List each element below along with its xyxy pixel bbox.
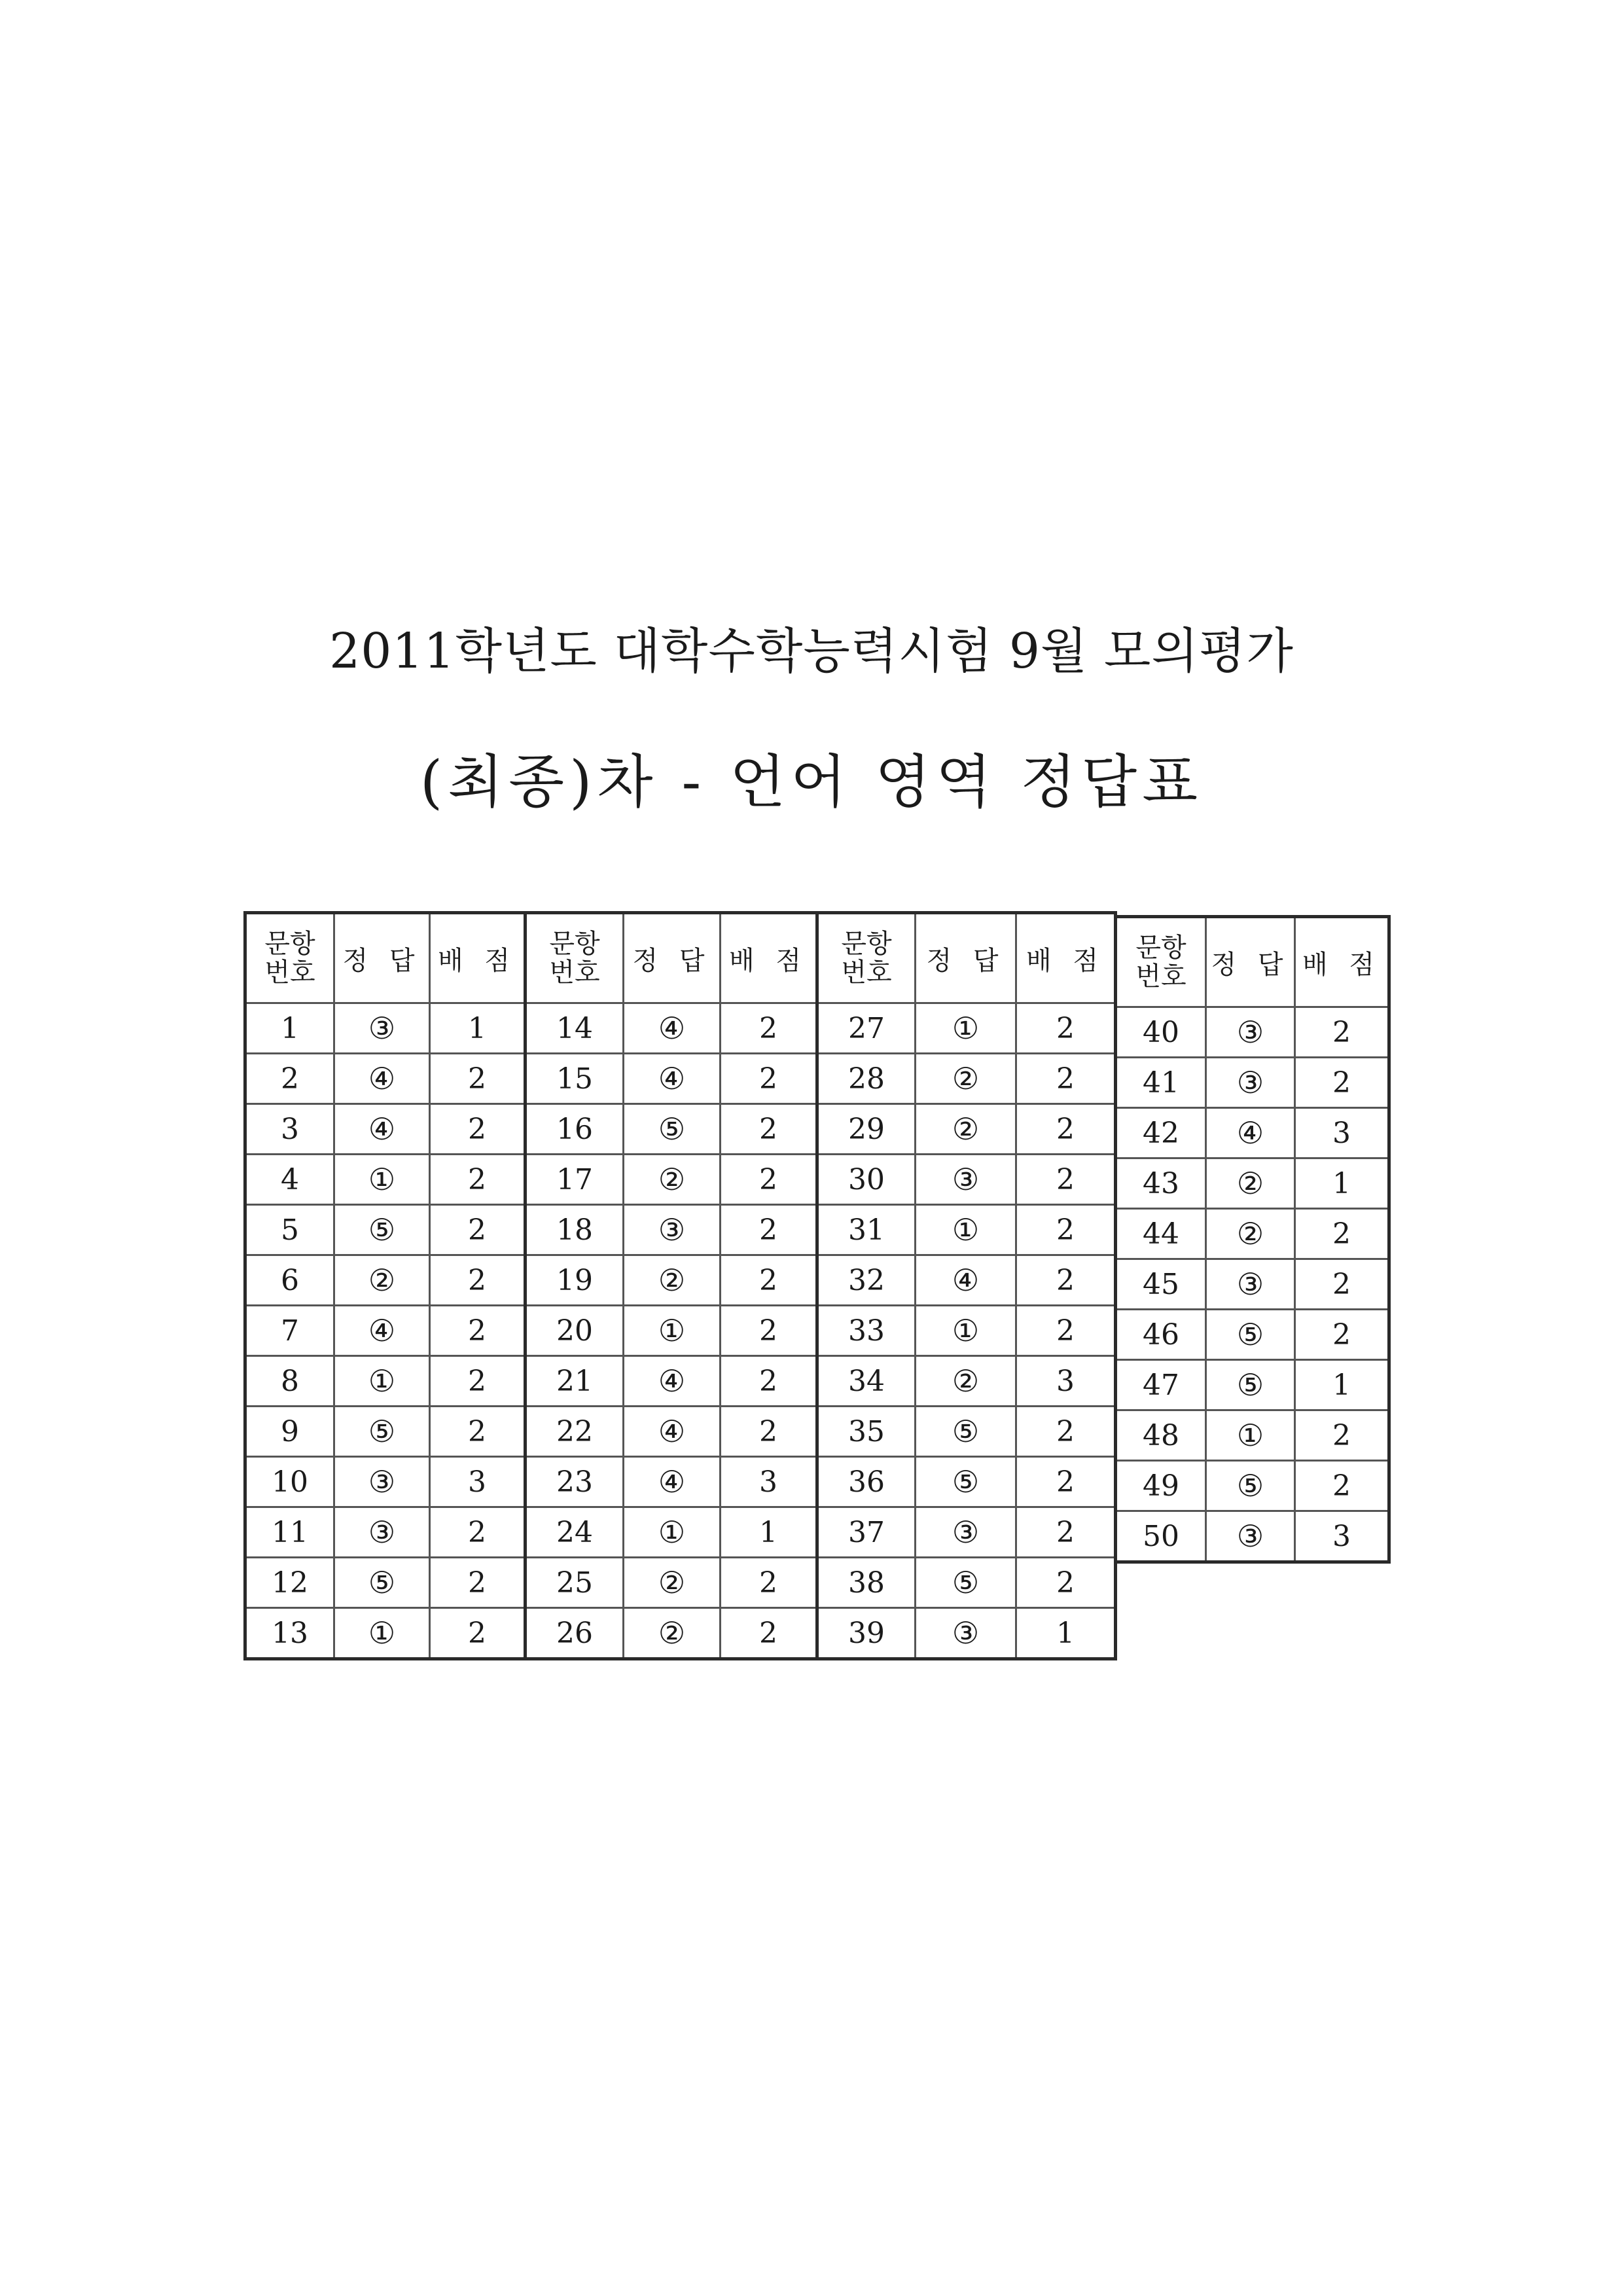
question-number: 29 (817, 1104, 916, 1155)
question-number: 49 (1116, 1461, 1206, 1511)
correct-answer: ① (624, 1306, 721, 1356)
header-row (817, 913, 1116, 1003)
score: 2 (1295, 1461, 1389, 1511)
score: 2 (721, 1255, 817, 1306)
answer-row (245, 1507, 526, 1558)
question-number: 31 (817, 1205, 916, 1255)
score: 1 (430, 1003, 526, 1054)
question-number: 47 (1116, 1360, 1206, 1410)
question-number: 24 (526, 1507, 624, 1558)
correct-answer: ① (334, 1608, 430, 1659)
document-subtitle: (최종)차 - 언어 영역 정답표 (419, 748, 1204, 816)
score: 1 (1016, 1608, 1116, 1659)
score: 3 (1295, 1108, 1389, 1158)
question-number: 9 (245, 1407, 334, 1457)
header-score: 배 점 (1016, 913, 1116, 1003)
answer-row (817, 1356, 1116, 1407)
answer-row (245, 1457, 526, 1507)
answer-row (245, 1155, 526, 1205)
answer-row (1116, 1360, 1389, 1410)
score: 2 (1016, 1054, 1116, 1104)
correct-answer: ⑤ (916, 1407, 1016, 1457)
correct-answer: ④ (334, 1054, 430, 1104)
header-number: 문항 번호 (817, 913, 916, 1003)
question-number: 50 (1116, 1511, 1206, 1562)
question-number: 10 (245, 1457, 334, 1507)
question-number: 11 (245, 1507, 334, 1558)
score: 1 (1295, 1158, 1389, 1209)
correct-answer: ② (916, 1054, 1016, 1104)
question-number: 1 (245, 1003, 334, 1054)
score: 2 (430, 1306, 526, 1356)
correct-answer: ② (916, 1356, 1016, 1407)
correct-answer: ② (624, 1255, 721, 1306)
question-number: 25 (526, 1558, 624, 1608)
question-number: 7 (245, 1306, 334, 1356)
answer-row (526, 1003, 817, 1054)
score: 3 (721, 1457, 817, 1507)
header-row (245, 913, 526, 1003)
header-answer: 정 답 (916, 913, 1016, 1003)
header-answer: 정 답 (624, 913, 721, 1003)
correct-answer: ② (1206, 1209, 1295, 1259)
header-answer: 정 답 (1206, 917, 1295, 1007)
correct-answer: ③ (334, 1507, 430, 1558)
score: 2 (430, 1558, 526, 1608)
question-number: 42 (1116, 1108, 1206, 1158)
score: 2 (1016, 1003, 1116, 1054)
header-number: 문항 번호 (1116, 917, 1206, 1007)
correct-answer: ② (916, 1104, 1016, 1155)
correct-answer: ③ (1206, 1058, 1295, 1108)
score: 2 (1016, 1306, 1116, 1356)
score: 3 (1295, 1511, 1389, 1562)
correct-answer: ② (624, 1558, 721, 1608)
answer-row (245, 1003, 526, 1054)
answer-row (817, 1155, 1116, 1205)
question-number: 38 (817, 1558, 916, 1608)
answer-row (1116, 1007, 1389, 1058)
score: 2 (1295, 1410, 1389, 1461)
answer-table-group-2 (524, 911, 819, 1660)
score: 2 (1295, 1007, 1389, 1058)
question-number: 6 (245, 1255, 334, 1306)
correct-answer: ④ (624, 1457, 721, 1507)
answer-row (526, 1457, 817, 1507)
answer-row (526, 1407, 817, 1457)
question-number: 22 (526, 1407, 624, 1457)
score: 2 (721, 1356, 817, 1407)
answer-row (1116, 1108, 1389, 1158)
answer-row (526, 1558, 817, 1608)
question-number: 20 (526, 1306, 624, 1356)
score: 1 (721, 1507, 817, 1558)
answer-row (817, 1608, 1116, 1659)
score: 2 (721, 1306, 817, 1356)
question-number: 3 (245, 1104, 334, 1155)
header-number: 문항 번호 (526, 913, 624, 1003)
score: 2 (1016, 1255, 1116, 1306)
correct-answer: ③ (1206, 1259, 1295, 1310)
question-number: 16 (526, 1104, 624, 1155)
question-number: 45 (1116, 1259, 1206, 1310)
answer-row (1116, 1511, 1389, 1562)
question-number: 4 (245, 1155, 334, 1205)
answer-row (245, 1407, 526, 1457)
question-number: 23 (526, 1457, 624, 1507)
score: 3 (1016, 1356, 1116, 1407)
question-number: 8 (245, 1356, 334, 1407)
answer-table-group-4 (1114, 915, 1391, 1564)
answer-row (526, 1356, 817, 1407)
question-number: 33 (817, 1306, 916, 1356)
answer-row (1116, 1410, 1389, 1461)
correct-answer: ③ (916, 1507, 1016, 1558)
correct-answer: ④ (624, 1407, 721, 1457)
correct-answer: ③ (334, 1457, 430, 1507)
question-number: 32 (817, 1255, 916, 1306)
score: 2 (430, 1054, 526, 1104)
score: 2 (1016, 1104, 1116, 1155)
correct-answer: ④ (334, 1306, 430, 1356)
correct-answer: ⑤ (916, 1558, 1016, 1608)
answer-row (1116, 1461, 1389, 1511)
question-number: 14 (526, 1003, 624, 1054)
correct-answer: ③ (624, 1205, 721, 1255)
correct-answer: ① (624, 1507, 721, 1558)
answer-row (245, 1608, 526, 1659)
question-number: 35 (817, 1407, 916, 1457)
score: 2 (1295, 1259, 1389, 1310)
answer-row (817, 1205, 1116, 1255)
answer-row (1116, 1158, 1389, 1209)
answer-row (817, 1507, 1116, 1558)
correct-answer: ③ (916, 1608, 1016, 1659)
question-number: 21 (526, 1356, 624, 1407)
answer-table-group-1 (243, 911, 527, 1660)
correct-answer: ① (916, 1306, 1016, 1356)
correct-answer: ③ (916, 1155, 1016, 1205)
correct-answer: ③ (1206, 1007, 1295, 1058)
answer-row (817, 1306, 1116, 1356)
answer-row (245, 1205, 526, 1255)
correct-answer: ④ (624, 1003, 721, 1054)
score: 2 (721, 1558, 817, 1608)
correct-answer: ② (334, 1255, 430, 1306)
answer-row (245, 1558, 526, 1608)
correct-answer: ⑤ (334, 1205, 430, 1255)
correct-answer: ① (334, 1356, 430, 1407)
score: 2 (430, 1104, 526, 1155)
score: 2 (430, 1356, 526, 1407)
correct-answer: ⑤ (916, 1457, 1016, 1507)
header-score: 배 점 (430, 913, 526, 1003)
question-number: 44 (1116, 1209, 1206, 1259)
header-score: 배 점 (1295, 917, 1389, 1007)
question-number: 15 (526, 1054, 624, 1104)
correct-answer: ⑤ (334, 1558, 430, 1608)
correct-answer: ⑤ (624, 1104, 721, 1155)
answer-row (1116, 1310, 1389, 1360)
correct-answer: ⑤ (1206, 1461, 1295, 1511)
score: 2 (721, 1407, 817, 1457)
question-number: 2 (245, 1054, 334, 1104)
header-row (1116, 917, 1389, 1007)
score: 2 (430, 1205, 526, 1255)
question-number: 17 (526, 1155, 624, 1205)
correct-answer: ③ (1206, 1511, 1295, 1562)
correct-answer: ③ (334, 1003, 430, 1054)
question-number: 18 (526, 1205, 624, 1255)
answer-row (817, 1054, 1116, 1104)
score: 2 (721, 1104, 817, 1155)
correct-answer: ④ (1206, 1108, 1295, 1158)
question-number: 48 (1116, 1410, 1206, 1461)
score: 2 (1295, 1310, 1389, 1360)
score: 2 (1016, 1407, 1116, 1457)
document-title: 2011학년도 대학수학능력시험 9월 모의평가 (329, 623, 1294, 679)
score: 2 (721, 1155, 817, 1205)
score: 2 (721, 1054, 817, 1104)
question-number: 41 (1116, 1058, 1206, 1108)
answer-row (245, 1104, 526, 1155)
correct-answer: ④ (334, 1104, 430, 1155)
score: 2 (1016, 1457, 1116, 1507)
question-number: 40 (1116, 1007, 1206, 1058)
answer-row (817, 1255, 1116, 1306)
answer-row (526, 1306, 817, 1356)
answer-row (245, 1054, 526, 1104)
answer-row (1116, 1259, 1389, 1310)
correct-answer: ② (624, 1155, 721, 1205)
score: 2 (721, 1003, 817, 1054)
correct-answer: ④ (916, 1255, 1016, 1306)
score: 2 (721, 1608, 817, 1659)
question-number: 37 (817, 1507, 916, 1558)
question-number: 30 (817, 1155, 916, 1205)
score: 1 (1295, 1360, 1389, 1410)
question-number: 34 (817, 1356, 916, 1407)
question-number: 27 (817, 1003, 916, 1054)
question-number: 43 (1116, 1158, 1206, 1209)
question-number: 19 (526, 1255, 624, 1306)
answer-row (245, 1255, 526, 1306)
question-number: 13 (245, 1608, 334, 1659)
answer-row (526, 1608, 817, 1659)
score: 2 (430, 1255, 526, 1306)
answer-row (526, 1255, 817, 1306)
correct-answer: ① (334, 1155, 430, 1205)
answer-row (817, 1003, 1116, 1054)
score: 3 (430, 1457, 526, 1507)
answer-row (817, 1558, 1116, 1608)
correct-answer: ⑤ (1206, 1310, 1295, 1360)
answer-row (1116, 1209, 1389, 1259)
score: 2 (1016, 1155, 1116, 1205)
correct-answer: ⑤ (334, 1407, 430, 1457)
score: 2 (430, 1608, 526, 1659)
score: 2 (430, 1155, 526, 1205)
correct-answer: ④ (624, 1356, 721, 1407)
score: 2 (1016, 1205, 1116, 1255)
question-number: 39 (817, 1608, 916, 1659)
question-number: 12 (245, 1558, 334, 1608)
answer-row (1116, 1058, 1389, 1108)
header-answer: 정 답 (334, 913, 430, 1003)
header-number: 문항 번호 (245, 913, 334, 1003)
score: 2 (1016, 1507, 1116, 1558)
answer-row (245, 1306, 526, 1356)
correct-answer: ② (624, 1608, 721, 1659)
correct-answer: ⑤ (1206, 1360, 1295, 1410)
question-number: 46 (1116, 1310, 1206, 1360)
correct-answer: ① (1206, 1410, 1295, 1461)
answer-row (245, 1356, 526, 1407)
answer-table-group-3 (815, 911, 1117, 1660)
question-number: 28 (817, 1054, 916, 1104)
score: 2 (1295, 1058, 1389, 1108)
question-number: 5 (245, 1205, 334, 1255)
score: 2 (721, 1205, 817, 1255)
correct-answer: ① (916, 1205, 1016, 1255)
correct-answer: ① (916, 1003, 1016, 1054)
score: 2 (430, 1507, 526, 1558)
score: 2 (1016, 1558, 1116, 1608)
header-score: 배 점 (721, 913, 817, 1003)
answer-row (526, 1205, 817, 1255)
header-row (526, 913, 817, 1003)
score: 2 (430, 1407, 526, 1457)
score: 2 (1295, 1209, 1389, 1259)
answer-row (526, 1054, 817, 1104)
question-number: 36 (817, 1457, 916, 1507)
correct-answer: ④ (624, 1054, 721, 1104)
question-number: 26 (526, 1608, 624, 1659)
answer-row (817, 1407, 1116, 1457)
answer-row (526, 1507, 817, 1558)
answer-row (817, 1104, 1116, 1155)
answer-row (526, 1104, 817, 1155)
correct-answer: ② (1206, 1158, 1295, 1209)
answer-row (526, 1155, 817, 1205)
answer-row (817, 1457, 1116, 1507)
